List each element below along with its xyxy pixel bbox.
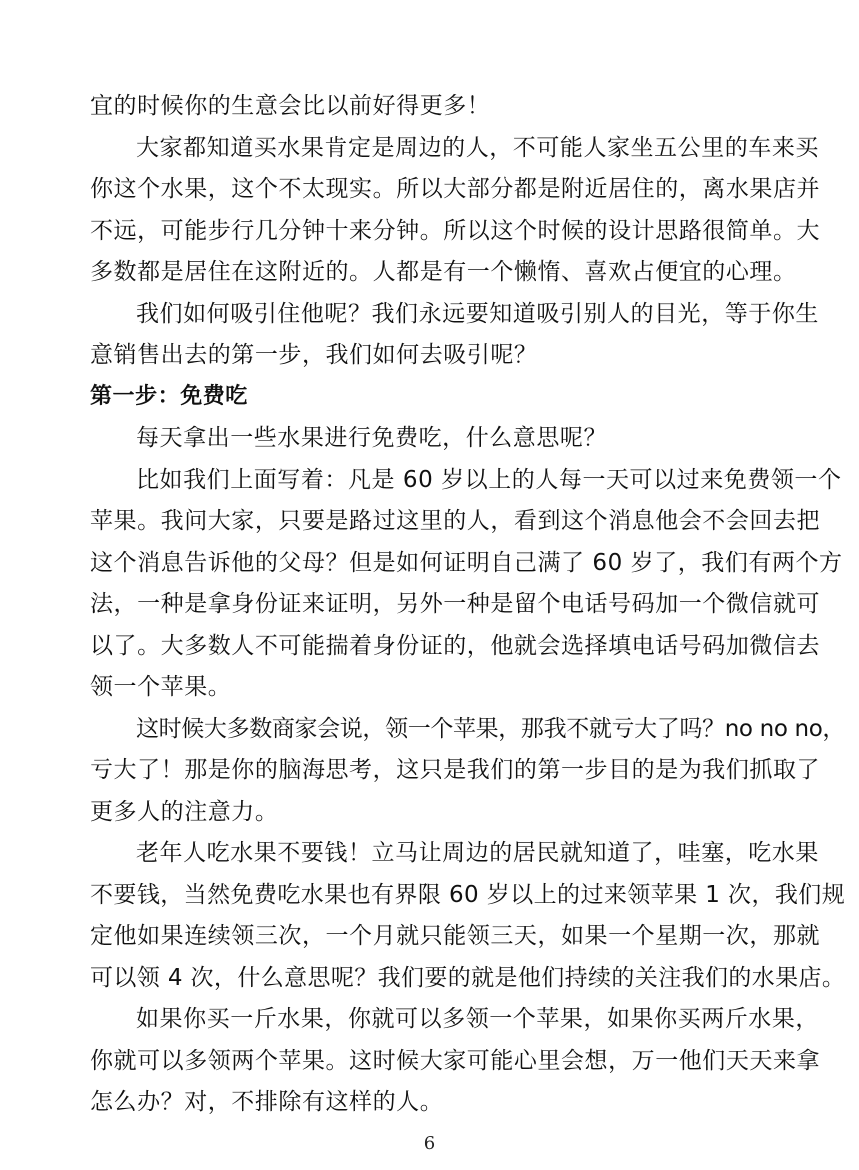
paragraph-start: 如果你买一斤水果，你就可以多领一个苹果，如果你买两斤水果，	[136, 1006, 819, 1032]
paragraph-start: 这时候大多数商家会说，领一个苹果，那我不就亏大了吗？no no no，	[136, 716, 846, 742]
text-line: 你这个水果，这个不太现实。所以大部分都是附近居住的，离水果店并	[90, 176, 821, 202]
text-line: 苹果。我问大家，只要是路过这里的人，看到这个消息他会不会回去把	[90, 508, 821, 534]
paragraph-start: 比如我们上面写着：凡是 60 岁以上的人每一天可以过来免费领一个	[136, 467, 842, 493]
text-line: 宜的时候你的生意会比以前好得更多！	[90, 93, 491, 119]
text-line: 不远，可能步行几分钟十来分钟。所以这个时候的设计思路很简单。大	[90, 218, 821, 244]
text-line: 多数都是居住在这附近的。人都是有一个懒惰、喜欢占便宜的心理。	[90, 259, 797, 285]
text-line: 怎么办？对，不排除有这样的人。	[90, 1089, 444, 1115]
page-number: 6	[423, 1133, 436, 1154]
text-line: 不要钱，当然免费吃水果也有界限 60 岁以上的过来领苹果 1 次，我们规	[90, 882, 846, 908]
section-heading: 第一步：免费吃	[90, 384, 248, 409]
text-line: 定他如果连续领三次，一个月就只能领三天，如果一个星期一次，那就	[90, 923, 821, 949]
text-line: 这个消息告诉他的父母？但是如何证明自己满了 60 岁了，我们有两个方	[90, 550, 843, 576]
text-line: 更多人的注意力。	[90, 799, 279, 825]
text-line: 你就可以多领两个苹果。这时候大家可能心里会想，万一他们天天来拿	[90, 1048, 821, 1074]
paragraph-start: 大家都知道买水果肯定是周边的人，不可能人家坐五公里的车来买	[136, 135, 819, 161]
text-line: 法，一种是拿身份证来证明，另外一种是留个电话号码加一个微信就可	[90, 591, 821, 617]
text-line: 意销售出去的第一步，我们如何去吸引呢？	[90, 342, 538, 368]
text-line: 领一个苹果。	[90, 674, 232, 700]
paragraph-start: 每天拿出一些水果进行免费吃，什么意思呢？	[136, 425, 607, 451]
text-line: 以了。大多数人不可能揣着身份证的，他就会选择填电话号码加微信去	[90, 633, 821, 659]
paragraph-start: 老年人吃水果不要钱！立马让周边的居民就知道了，哇塞，吃水果	[136, 840, 819, 866]
text-line: 可以领 4 次，什么意思呢？我们要的就是他们持续的关注我们的水果店。	[90, 965, 846, 991]
text-line: 亏大了！那是你的脑海思考，这只是我们的第一步目的是为我们抓取了	[90, 757, 821, 783]
paragraph-start: 我们如何吸引住他呢？我们永远要知道吸引别人的目光，等于你生	[136, 301, 819, 327]
